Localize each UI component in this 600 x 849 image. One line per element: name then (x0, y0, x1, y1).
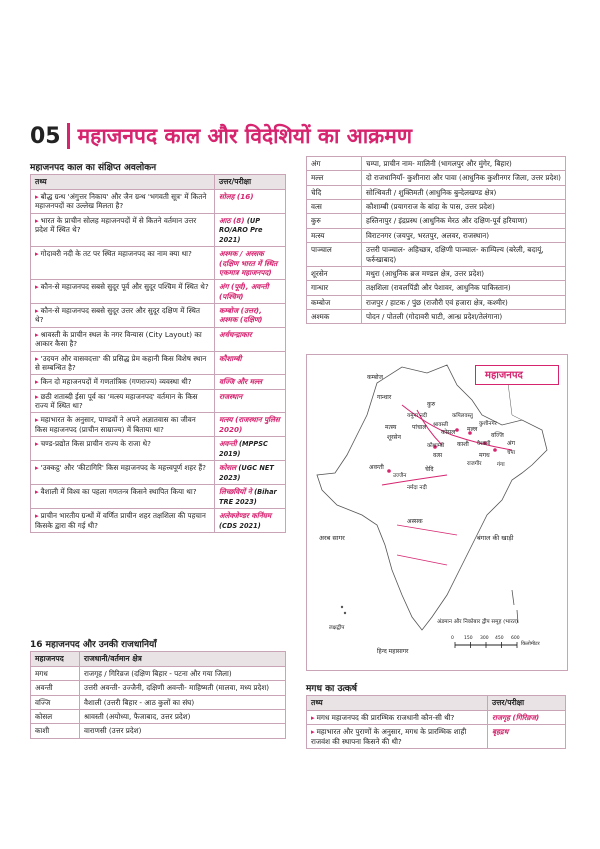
table-header-row (307, 696, 566, 711)
fact-cell (31, 389, 215, 413)
table-row (31, 189, 286, 213)
capital-text: मथुरा (आधुनिक ब्रज मण्डल क्षेत्र, उत्तर प्रदेश) (362, 266, 566, 280)
table-header-row (31, 652, 286, 667)
map-label-narmada: नर्मदा नदी (407, 485, 427, 491)
fact-text: महाभारत और पुराणों के अनुसार, मगध के प्रारम्भिक शाही राजवंश की स्थापना किसने की थी? (311, 727, 467, 746)
table-row (307, 214, 566, 228)
mahajanapada-name: शूरसेन (307, 266, 362, 280)
map-label-kamboj: कम्बोज (367, 374, 383, 381)
map-label-rajgir: राजगीर (467, 461, 482, 467)
map-label-kuru: कुरु (427, 401, 436, 408)
map-label-champa: चंपा (507, 450, 516, 456)
answer-text: अलेक्जेण्डर कनिंघम (219, 511, 272, 521)
table-row (31, 389, 286, 413)
capital-text: राजगृह / गिरिव्रज (दक्षिण बिहार - पटना और गया जिला) (80, 666, 286, 680)
fact-text: वैशाली में विश्व का पहला गणतन्त्र किसने स्थापित किया था? (40, 487, 197, 497)
chapter-title: महाजनपद काल और विदेशियों का आक्रमण (77, 124, 413, 148)
map-label-shravasti: श्रावस्ती (433, 422, 449, 428)
scale-tick: 450 (495, 636, 504, 641)
fact-cell (31, 461, 215, 485)
table-row (31, 437, 286, 461)
mahajanapada-name: कम्बोज (307, 295, 362, 309)
capital-text: उत्तरी पाञ्चाल- अहिच्छत्र, दक्षिणी पाञ्चाल- काम्पिल्य (बरेली, बदायूं, फर्रुखाबाद) (362, 243, 566, 267)
map-label-yamuna: यमुना नदी (407, 413, 428, 419)
column-header: उत्तर/परीक्षा (215, 175, 286, 190)
map-label-matsya: मत्स्य (385, 424, 397, 431)
bullet-icon: ▸ (35, 439, 39, 449)
column-header: तथ्य (31, 175, 215, 190)
mahajanapada-name: अंग (307, 157, 362, 171)
fact-cell (31, 509, 215, 533)
bullet-icon: ▸ (35, 391, 39, 401)
fact-cell (31, 485, 215, 509)
map-label-magadh: मगध (479, 452, 490, 459)
table-row (307, 171, 566, 185)
answer-cell (215, 280, 286, 304)
answer-text: मत्स्य (राजस्थान पुलिस 2020) (219, 415, 280, 434)
column-header: तथ्य (307, 696, 488, 711)
map-label-vaishali: वैशाली (477, 441, 491, 447)
exam-ref: (UP RO/ARO Pre 2021) (219, 216, 263, 244)
table-row (31, 413, 286, 437)
mahajanapada-name: वत्स (307, 200, 362, 214)
answer-cell (215, 247, 286, 280)
scale-tick: 600 (511, 636, 520, 641)
table-row (31, 280, 286, 304)
capital-text: वैशाली (उत्तरी बिहार - आठ कुलों का संघ) (80, 695, 286, 709)
answer-cell (488, 710, 566, 724)
answer-cell (215, 189, 286, 213)
map-label-lakshadweep: लक्षद्वीप (329, 625, 345, 631)
exam-ref: (Bihar TRE 2023) (219, 488, 277, 506)
table-row (307, 185, 566, 199)
fact-cell (31, 189, 215, 213)
table-row (31, 666, 286, 680)
mahajanapada-name: कुरु (307, 214, 362, 228)
answer-cell (215, 461, 286, 485)
capitals-heading: 16 महाजनपद और उनकी राजधानियाँ (30, 640, 157, 650)
fact-cell (31, 351, 215, 375)
bullet-icon: ▸ (311, 727, 315, 737)
table-row (31, 304, 286, 328)
capital-text: सोत्थिवती / शुक्तिमती (आधुनिक बुन्देलखण्ड क्षेत्र) (362, 185, 566, 199)
answer-cell (215, 304, 286, 328)
table-row (307, 228, 566, 242)
answer-cell (215, 351, 286, 375)
fact-text: कौन-से महाजनपद सबसे सुदूर पूर्व और सुदूर पश्चिम में स्थित थे? (40, 282, 209, 292)
map-label-ashmak: अस्सक (407, 518, 423, 525)
table-row (31, 485, 286, 509)
exam-ref: (UGC NET 2023) (219, 464, 274, 482)
answer-text: अंग (पूर्व), अवन्ती (पश्चिम) (219, 282, 269, 301)
map-label-panchal: पांचाल (412, 424, 427, 431)
fact-text: गोदावरी नदी के तट पर स्थित महाजनपद का नाम क्या था? (40, 249, 192, 259)
table-row (31, 461, 286, 485)
answer-cell (215, 509, 286, 533)
capital-text: विराटनगर (जयपुर, भरतपुर, अलवर, राजस्थान) (362, 228, 566, 242)
answer-text: राजस्थान (219, 391, 243, 401)
exam-ref: (MPPSC 2019) (219, 440, 268, 458)
answer-text: आठ (8) (219, 215, 245, 225)
bullet-icon: ▸ (35, 191, 39, 201)
answer-text: कौशाम्बी (219, 353, 242, 363)
map-label-indian-ocean: हिन्द महासागर (377, 648, 409, 655)
chapter-header (30, 122, 412, 150)
bullet-icon: ▸ (35, 329, 39, 339)
answer-cell (215, 213, 286, 247)
capital-text: कौशाम्बी (प्रयागराज के बांदा के पास, उत्तर प्रदेश) (362, 200, 566, 214)
table-row (31, 509, 286, 533)
table-row (307, 295, 566, 309)
bullet-icon: ▸ (35, 463, 39, 473)
map-label-vatsa: वत्स (433, 452, 443, 459)
mahajanapada-name: मल्ल (307, 171, 362, 185)
column-header: राजधानी/वर्तमान क्षेत्र (80, 652, 286, 667)
chapter-number: 05 (30, 123, 61, 149)
bullet-icon: ▸ (35, 353, 39, 363)
scale-tick: 150 (464, 636, 473, 641)
answer-text: अश्मक / अस्सक (दक्षिण भारत में स्थित एकमात्र महाजनपद) (219, 249, 278, 277)
answer-cell (215, 413, 286, 437)
answer-cell (215, 389, 286, 413)
answer-text: बृहद्रथ (492, 727, 509, 737)
mahajanapada-name: अश्मक (307, 309, 362, 323)
fact-text: 'उक्कट्ठ' और 'कीटागिरि' किस महाजनपद के महत्त्वपूर्ण शहर हैं? (40, 463, 206, 473)
mahajanapada-name: चेदि (307, 185, 362, 199)
capital-text: हस्तिनापुर / इंद्रप्रस्थ (आधुनिक मेरठ और दक्षिण-पूर्व हरियाणा) (362, 214, 566, 228)
map-label-malla: मल्ल (467, 426, 478, 433)
bullet-icon: ▸ (35, 415, 39, 425)
answer-text: अर्धचन्द्राकार (219, 329, 252, 339)
map-label-shurasen: शूरसेन (387, 434, 401, 441)
chapter-divider (67, 123, 70, 149)
bullet-icon: ▸ (311, 712, 315, 722)
fact-text: छठी शताब्दी ईसा पूर्व का 'मत्स्य महाजनपद' वर्तमान के किस राज्य में स्थित था? (35, 391, 198, 410)
map-label-andaman: अंडमान और निकोबार द्वीप समूह (भारत) (437, 619, 519, 625)
capitals-table-left (30, 651, 286, 739)
answer-cell (215, 485, 286, 509)
table-row (31, 681, 286, 695)
table-header-row (31, 175, 286, 190)
mahajanapada-name: कोसल (31, 709, 80, 723)
fact-text: 'उदयन और वासवदत्ता' की प्रसिद्ध प्रेम कहानी किस विशेष स्थान से सम्बन्धित है? (35, 353, 207, 372)
map-label-kashi: काशी (457, 441, 469, 448)
magadh-heading: मगध का उत्कर्ष (306, 684, 357, 694)
bullet-icon: ▸ (35, 487, 39, 497)
table-row (307, 725, 566, 749)
map-label-avanti: अवन्ती (369, 464, 384, 471)
answer-cell (215, 437, 286, 461)
fact-cell (31, 213, 215, 247)
answer-cell (215, 375, 286, 389)
bullet-icon: ▸ (35, 377, 39, 387)
answer-text: कोसल (219, 463, 237, 473)
table-row (307, 157, 566, 171)
map-label-anga: अंग (507, 440, 515, 447)
map-label-chedi: चेदि (425, 466, 434, 473)
answer-cell (215, 327, 286, 351)
table-row (307, 266, 566, 280)
table-row (31, 247, 286, 280)
map-label-gandhar: गान्धार (377, 394, 392, 401)
table-row (31, 724, 286, 738)
column-header: उत्तर/परीक्षा (488, 696, 566, 711)
map-label-bay-of-bengal: बंगाल की खाड़ी (477, 534, 514, 542)
overview-heading: महाजनपद काल का संक्षिप्त अवलोकन (30, 163, 157, 173)
capital-text: पोदन / पोतली (गोदावरी घाटी, आन्ध्र प्रदेश/तेलंगाना) (362, 309, 566, 323)
fact-cell (307, 710, 488, 724)
capital-text: दो राजधानियाँ- कुशीनारा और पावा (आधुनिक कुशीनगर जिला, उत्तर प्रदेश) (362, 171, 566, 185)
fact-cell (31, 413, 215, 437)
mahajanapada-name: अवन्ती (31, 681, 80, 695)
mahajanapada-name: पाञ्चाल (307, 243, 362, 267)
answer-text: राजगृह (गिरिव्रज) (492, 712, 540, 722)
fact-text: महाभारत के अनुसार, पाण्डवों ने अपने अज्ञातवास का जीवन किस महाजनपद (प्राचीन साम्राज्य) में बिताया था? (35, 415, 196, 434)
mahajanapada-name: गान्धार (307, 281, 362, 295)
map-label-kaushambi: कौशाम्बी (427, 443, 445, 449)
map-label-ujjain: उज्जैन (393, 473, 407, 479)
map-title: महाजनपद (485, 370, 523, 381)
fact-cell (31, 437, 215, 461)
fact-text: कौन-से महाजनपद सबसे सुदूर उत्तर और सुदूर दक्षिण में स्थित थे? (35, 306, 200, 325)
fact-text: बौद्ध ग्रन्थ 'अंगुत्तर निकाय' और जैन ग्रन्थ 'भगवती सूत्र' में कितने महाजनपदों का उल्लेख मिलता है? (35, 191, 207, 211)
table-row (307, 281, 566, 295)
exam-ref: (CDS 2021) (219, 521, 261, 530)
fact-cell (31, 327, 215, 351)
magadh-table (306, 695, 566, 749)
table-row (307, 710, 566, 724)
table-row (31, 351, 286, 375)
bullet-icon: ▸ (35, 511, 39, 521)
bullet-icon: ▸ (35, 249, 39, 259)
map-label-kosal: कोसल (441, 429, 456, 436)
map-label-kushinagar: कुशीनगर (479, 421, 497, 427)
fact-cell (31, 304, 215, 328)
map-label-ganga: गंगा (497, 462, 505, 468)
table-row (307, 309, 566, 323)
table-row (31, 375, 286, 389)
table-row (31, 327, 286, 351)
bullet-icon: ▸ (35, 306, 39, 316)
map-label-arabian-sea: अरब सागर (319, 534, 345, 542)
answer-text: अवन्ती (219, 439, 237, 449)
fact-cell (31, 280, 215, 304)
fact-text: मगध महाजनपद की प्रारम्भिक राजधानी कौन-सी थी? (316, 712, 455, 722)
answer-text: कम्बोज (उत्तर), अश्मक (दक्षिण) (219, 306, 263, 325)
fact-cell (307, 725, 488, 749)
mahajanapada-name: काशी (31, 724, 80, 738)
fact-text: प्राचीन भारतीय ग्रन्थों में वर्णित प्राचीन शहर तक्षशिला की पहचान किसके द्वारा की गई थी? (35, 511, 206, 530)
fact-text: किन दो महाजनपदों में गणतांत्रिक (गणराज्य) व्यवस्था थी? (40, 377, 192, 387)
scale-unit: किलोमीटर (521, 641, 540, 647)
answer-text: वज्जि और मल्ल (219, 377, 263, 387)
answer-text: लिच्छवियों ने (219, 487, 252, 497)
bullet-icon: ▸ (35, 282, 39, 292)
mahajanapada-map (306, 354, 568, 671)
table-row (307, 243, 566, 267)
table-row (31, 213, 286, 247)
overview-table (30, 174, 286, 533)
map-label-vajji: वज्जि (491, 432, 504, 439)
answer-cell (488, 725, 566, 749)
scale-tick: 0 (451, 636, 454, 641)
mahajanapada-name: मगध (31, 666, 80, 680)
capital-text: चम्पा, प्राचीन नाम- मालिनी (भागलपुर और मुंगेर, बिहार) (362, 157, 566, 171)
map-label-kapilvastu: कपिलवस्तु (452, 413, 473, 419)
capital-text: तक्षशिला (रावलपिंडी और पेशावर, आधुनिक पाकिस्तान) (362, 281, 566, 295)
capitals-table-right (306, 156, 566, 324)
column-header: महाजनपद (31, 652, 80, 667)
answer-text: सोलह (16) (219, 191, 254, 201)
fact-text: श्रावस्ती के प्राचीन स्थल के नगर विन्यास (City Layout) का आकार कैसा है? (35, 329, 202, 349)
fact-text: भारत के प्राचीन सोलह महाजनपदों में से कितने वर्तमान उत्तर प्रदेश में स्थित थे? (35, 215, 197, 234)
mahajanapada-name: मत्स्य (307, 228, 362, 242)
fact-cell (31, 375, 215, 389)
table-row (31, 695, 286, 709)
capital-text: वाराणसी (उत्तर प्रदेश) (80, 724, 286, 738)
capital-text: राजपुर / हाटक / पुंछ (राजौरी एवं हजारा क्षेत्र, कश्मीर) (362, 295, 566, 309)
capital-text: श्रावस्ती (अयोध्या, फैजाबाद, उत्तर प्रदेश) (80, 709, 286, 723)
fact-cell (31, 247, 215, 280)
table-row (307, 200, 566, 214)
mahajanapada-name: वज्जि (31, 695, 80, 709)
scale-tick: 300 (480, 636, 489, 641)
table-row (31, 709, 286, 723)
capital-text: उत्तरी अवन्ती- उज्जैनी, दक्षिणी अवन्ती- माहिष्मती (मालवा, मध्य प्रदेश) (80, 681, 286, 695)
bullet-icon: ▸ (35, 215, 39, 225)
fact-text: चण्ड-प्रद्योत किस प्राचीन राज्य के राजा थे? (40, 439, 151, 449)
